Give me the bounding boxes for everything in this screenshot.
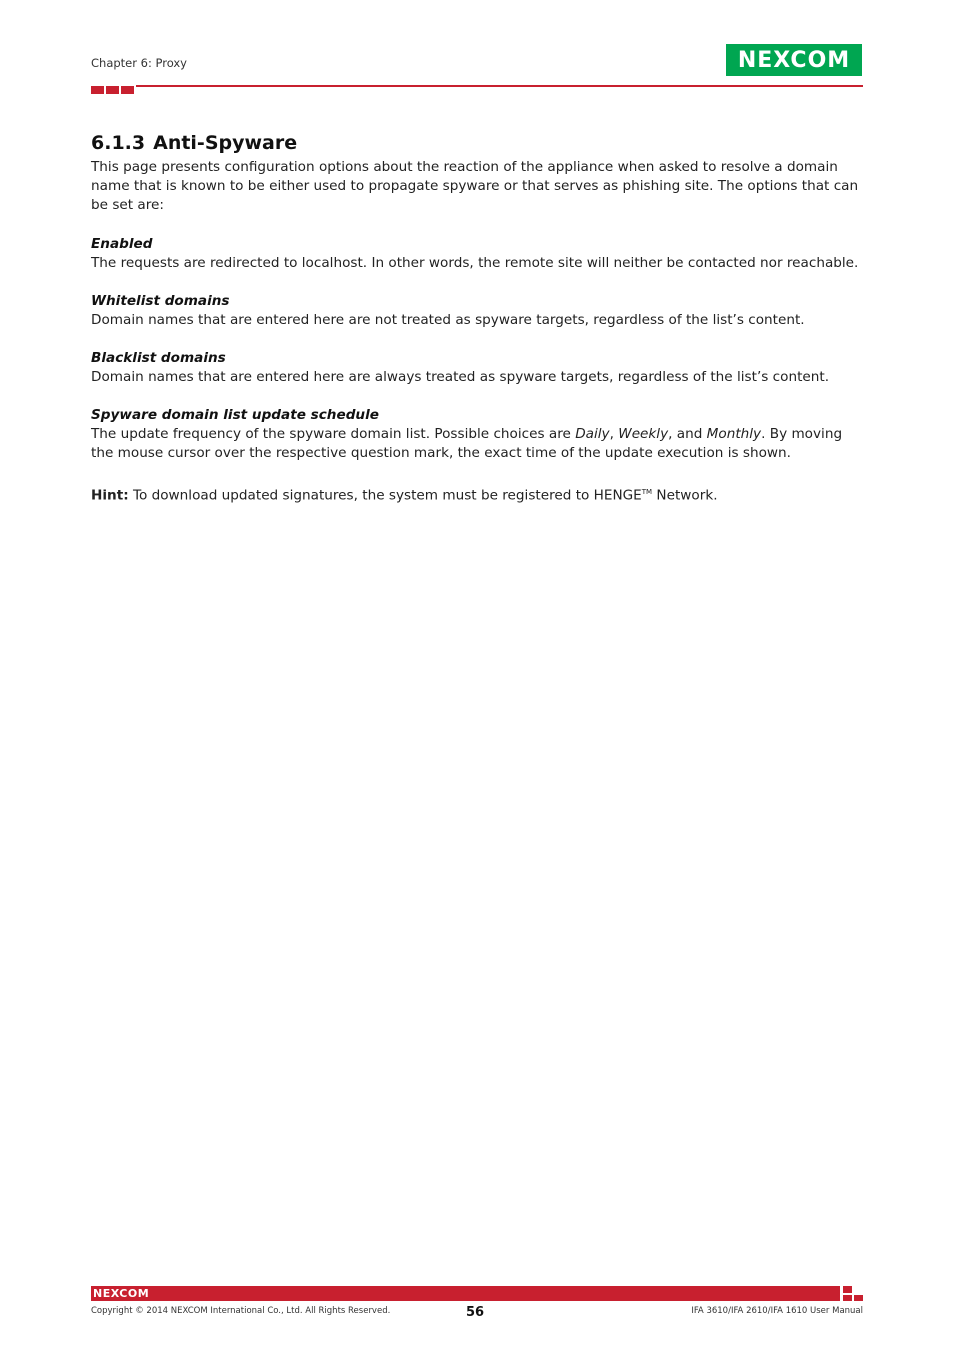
schedule-text-b: . By moving the mouse cursor over the respective question mark, the exact time of the update execution is shown. — [91, 426, 843, 462]
option-term: Enabled — [91, 235, 153, 252]
section-intro: This page presents configuration options about the reaction of the appliance when asked to resolve a domain name that is known to be either used to propagate spyware or that serves as phishing site. The options that can be set are: — [91, 159, 859, 214]
option-term: Whitelist domains — [91, 292, 230, 309]
header-square — [106, 86, 119, 94]
hint-paragraph — [91, 483, 864, 506]
header-squares — [91, 86, 134, 94]
footer-logo: NEXCOM — [93, 1287, 150, 1300]
separator: , — [609, 426, 619, 443]
header-square — [121, 86, 134, 94]
header-square — [91, 86, 104, 94]
section-heading — [91, 132, 864, 154]
logo-text: NEXCOM — [737, 47, 851, 73]
separator: , and — [668, 426, 707, 443]
option-blacklist-domains — [91, 349, 864, 387]
choice-monthly: Monthly — [706, 426, 762, 443]
option-enabled — [91, 235, 864, 273]
option-description: The requests are redirected to localhost. In other words, the remote site will neither be contacted nor reachable. — [91, 254, 859, 271]
option-description: Domain names that are entered here are not treated as spyware targets, regardless of the list’s content. — [91, 311, 805, 328]
page-content — [91, 132, 864, 505]
header-rule — [136, 85, 863, 87]
trademark-mark: TM — [641, 487, 653, 496]
footer-copyright: Copyright © 2014 NEXCOM International Co., Ltd. All Rights Reserved. — [91, 1306, 391, 1316]
option-whitelist-domains — [91, 292, 864, 330]
footer-square — [843, 1286, 852, 1293]
option-term: Spyware domain list update schedule — [91, 407, 379, 424]
option-description: Domain names that are entered here are always treated as spyware targets, regardless of the list’s content. — [91, 369, 830, 386]
footer-bar — [91, 1286, 840, 1301]
option-term: Blacklist domains — [91, 350, 226, 367]
option-update-schedule — [91, 406, 864, 463]
option-description — [91, 425, 864, 463]
hint-text-end: Network. — [652, 487, 718, 504]
footer-square — [843, 1295, 852, 1301]
hint-text: To download updated signatures, the system must be registered to HENGE — [128, 487, 642, 504]
footer-manual-title: IFA 3610/IFA 2610/IFA 1610 User Manual — [691, 1306, 863, 1316]
footer-square — [854, 1295, 863, 1301]
section-number: 6.1.3 — [91, 132, 146, 154]
page-number: 56 — [466, 1305, 485, 1320]
choice-weekly: Weekly — [618, 426, 669, 443]
section-title: Anti-Spyware — [153, 132, 298, 154]
schedule-text-a: The update frequency of the spyware domain list. Possible choices are — [91, 426, 576, 443]
nexcom-logo — [726, 44, 862, 76]
chapter-label: Chapter 6: Proxy — [91, 56, 187, 70]
choice-daily: Daily — [575, 426, 610, 443]
hint-label: Hint: — [91, 487, 129, 504]
